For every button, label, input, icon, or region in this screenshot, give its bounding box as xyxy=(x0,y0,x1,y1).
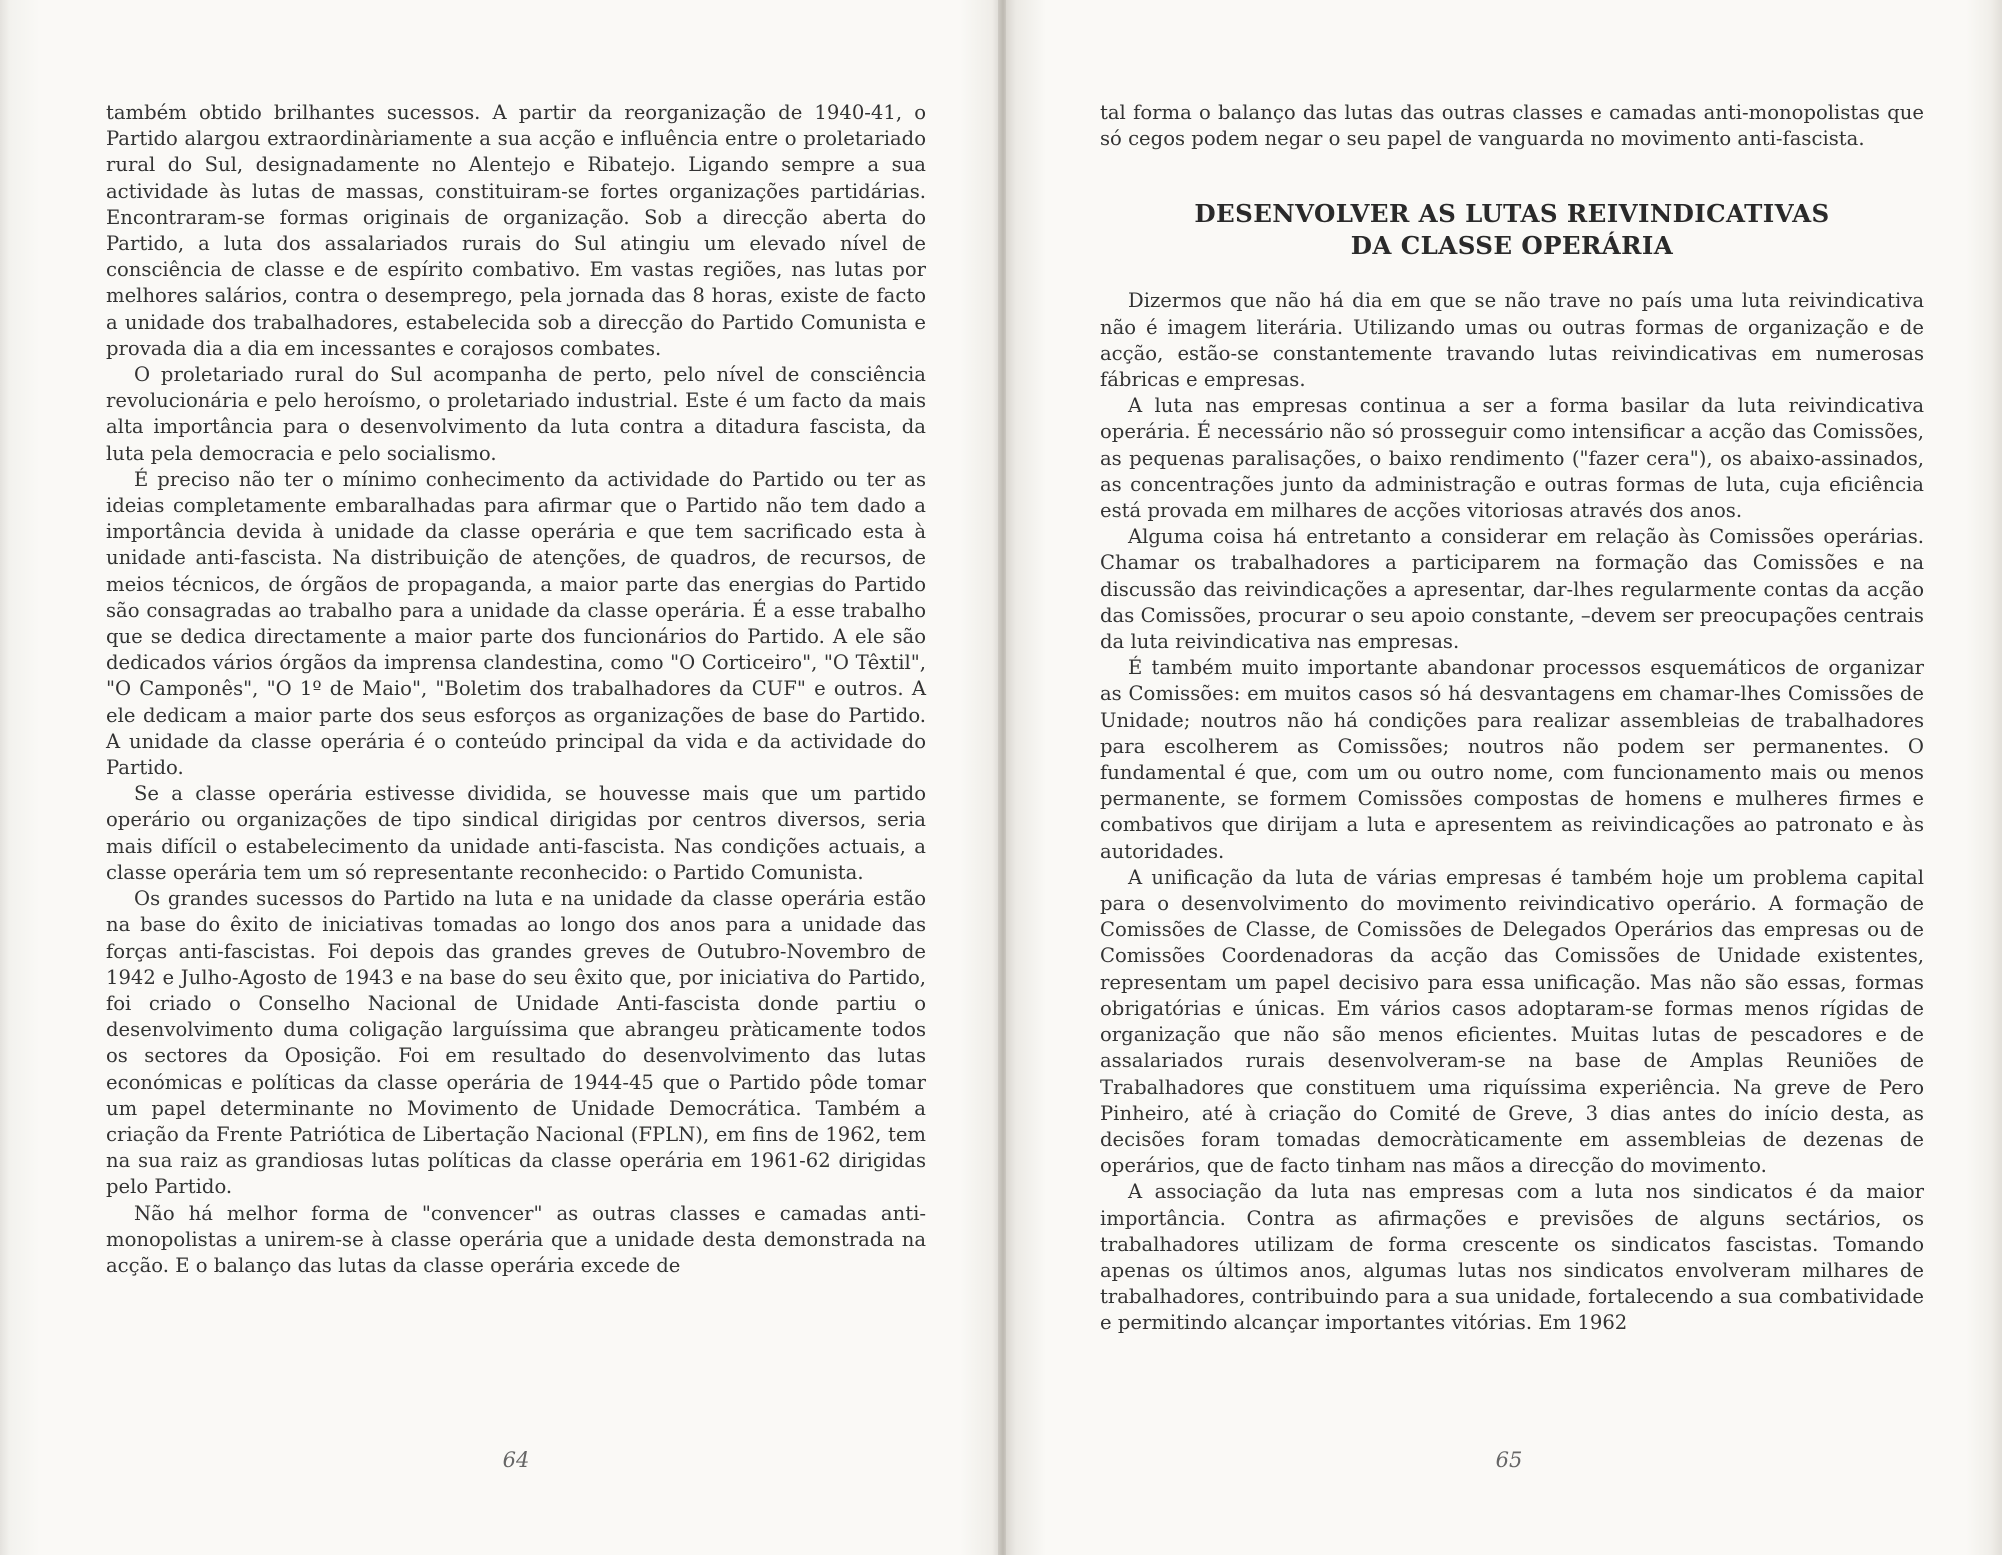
left-paragraph-1: também obtido brilhantes sucessos. A partir da reorganização de 1940-41, o Partido alargou extraordinàriamente a sua acção e influência entre o proletariado rural do Sul, designadamente no Alentejo e Ribatejo. Ligando sempre a sua actividade às lutas de massas, constituiram-se fortes organizações partidárias. Encontraram-se formas originais de organização. Sob a direcção aberta do Partido, a luta dos assalariados rurais do Sul atingiu um elevado nível de consciência de classe e de espírito combativo. Em vastas regiões, nas lutas por melhores salários, contra o desemprego, pela jornada das 8 horas, existe de facto a unidade dos trabalhadores, estabelecida sob a direcção do Partido Comunista e provada dia a dia em incessantes e corajosos combates. xyxy=(106,101,926,360)
right-paragraph-3: Alguma coisa há entretanto a considerar em relação às Comissões operárias. Chamar os trabalhadores a participarem na formação das Comissões e na discussão das reivindicações a apresentar, dar-lhes regularmente contas da acção das Comissões, procurar o seu apoio constante, –devem ser preocupações centrais da luta reivindicativa nas empresas. xyxy=(1100,525,1924,654)
section-heading xyxy=(1100,198,1924,262)
right-paragraph-5: A unificação da luta de várias empresas é também hoje um problema capital para o desenvolvimento do movimento reivindicativo operário. A formação de Comissões de Classe, de Comissões de Delegados Operários das empresas ou de Comissões Coordenadoras da acção das Comissões de Unidade existentes, representam um papel decisivo para essa unificação. Mas não são essas, formas obrigatórias e únicas. Em vários casos adoptaram-se formas menos rígidas de organização que não são menos eficientes. Muitas lutas de pescadores e de assalariados rurais desenvolveram-se na base de Amplas Reuniões de Trabalhadores que constituem uma riquíssima experiência. Na greve de Pero Pinheiro, até à criação do Comité de Greve, 3 dias antes do início desta, as decisões foram tomadas democràticamente em assembleias de dezenas de operários, que de facto tinham nas mãos a direcção do movimento. xyxy=(1100,865,1924,1178)
right-text-block xyxy=(1100,100,1924,1337)
right-paragraph-1: Dizermos que não há dia em que se não trave no país uma luta reivindicativa não é imagem literária. Utilizando umas ou outras formas de organização e de acção, estão-se constantemente travando lutas reivindicativas em numerosas fábricas e empresas. xyxy=(1100,289,1924,392)
left-text-block xyxy=(106,100,926,1279)
right-paragraph-2: A luta nas empresas continua a ser a forma basilar da luta reivindicativa operária. É necessário não só prosseguir como intensificar a acção das Comissões, as pequenas paralisações, o baixo rendimento ("fazer cera"), os abaixo-assinados, as concentrações junto da administração e outras formas de luta, cuja eficiência está provada em milhares de acções vitoriosas através dos anos. xyxy=(1100,394,1924,523)
left-paragraph-3: É preciso não ter o mínimo conhecimento da actividade do Partido ou ter as ideias completamente embaralhadas para afirmar que o Partido não tem dado a importância devida à unidade da classe operária e que tem sacrificado esta à unidade anti-fascista. Na distribuição de atenções, de quadros, de recursos, de meios técnicos, de órgãos de propaganda, a maior parte das energias do Partido são consagradas ao trabalho para a unidade da classe operária. É a esse trabalho que se dedica directamente a maior parte dos funcionários do Partido. A ele são dedicados vários órgãos da imprensa clandestina, como "O Corticeiro", "O Têxtil", "O Camponês", "O 1º de Maio", "Boletim dos trabalhadores da CUF" e outros. A ele dedicam a maior parte dos seus esforços as organizações de base do Partido. A unidade da classe operária é o conteúdo principal da vida e da actividade do Partido. xyxy=(106,467,926,780)
right-intro-paragraph: tal forma o balanço das lutas das outras classes e camadas anti-monopolistas que só cegos podem negar o seu papel de vanguarda no movimento anti-fascista. xyxy=(1100,101,1924,151)
left-paragraph-2: O proletariado rural do Sul acompanha de perto, pelo nível de consciência revolucionária e pelo heroísmo, o proletariado industrial. Este é um facto da mais alta importância para o desenvolvimento da luta contra a ditadura fascista, da luta pela democracia e pelo socialismo. xyxy=(106,363,926,465)
right-paragraph-4: É também muito importante abandonar processos esquemáticos de organizar as Comissões: em muitos casos só há desvantagens em chamar-lhes Comissões de Unidade; noutros não há condições para realizar assembleias de trabalhadores para escolherem as Comissões; noutros não podem ser permanentes. O fundamental é que, com um ou outro nome, com funcionamento mais ou menos permanente, se formem Comissões compostas de homens e mulheres firmes e combativos que dirijam a luta e apresentem as reivindicações ao patronato e às autoridades. xyxy=(1100,656,1924,863)
left-paragraph-4: Se a classe operária estivesse dividida, se houvesse mais que um partido operário ou organizações de tipo sindical dirigidas por centros diversos, seria mais difícil o estabelecimento da unidade anti-fascista. Nas condições actuais, a classe operária tem um só representante reconhecido: o Partido Comunista. xyxy=(106,782,926,884)
left-paragraph-6: Não há melhor forma de "convencer" as outras classes e camadas anti-monopolistas a unirem-se à classe operária que a unidade desta demonstrada na acção. E o balanço das lutas da classe operária excede de xyxy=(106,1201,926,1277)
section-heading-line-1: DESENVOLVER AS LUTAS REIVINDICATIVAS xyxy=(1194,199,1830,229)
section-heading-line-2: DA CLASSE OPERÁRIA xyxy=(1350,231,1674,261)
left-page-number: 64 xyxy=(502,1448,530,1472)
left-page xyxy=(0,0,1000,1555)
right-page-number: 65 xyxy=(1495,1448,1523,1472)
left-paragraph-5: Os grandes sucessos do Partido na luta e na unidade da classe operária estão na base do êxito de iniciativas tomadas ao longo dos anos para a unidade das forças anti-fascistas. Foi depois das grandes greves de Outubro-Novembro de 1942 e Julho-Agosto de 1943 e na base do seu êxito que, por iniciativa do Partido, foi criado o Conselho Nacional de Unidade Anti-fascista donde partiu o desenvolvimento duma coligação larguíssima que abrangeu pràticamente todos os sectores da Oposição. Foi em resultado do desenvolvimento das lutas económicas e políticas da classe operária de 1944-45 que o Partido pôde tomar um papel determinante no Movimento de Unidade Democrática. Também a criação da Frente Patriótica de Libertação Nacional (FPLN), em fins de 1962, tem na sua raiz as grandiosas lutas políticas da classe operária em 1961-62 dirigidas pelo Partido. xyxy=(106,887,926,1199)
right-page xyxy=(1006,0,2002,1555)
right-paragraph-6: A associação da luta nas empresas com a luta nos sindicatos é da maior importância. Contra as afirmações e previsões de alguns sectários, os trabalhadores utilizam de forma crescente os sindicatos fascistas. Tomando apenas os últimos anos, algumas lutas nos sindicatos envolveram milhares de trabalhadores, contribuindo para a sua unidade, fortalecendo a sua combatividade e permitindo alcançar importantes vitórias. Em 1962 xyxy=(1100,1180,1924,1335)
